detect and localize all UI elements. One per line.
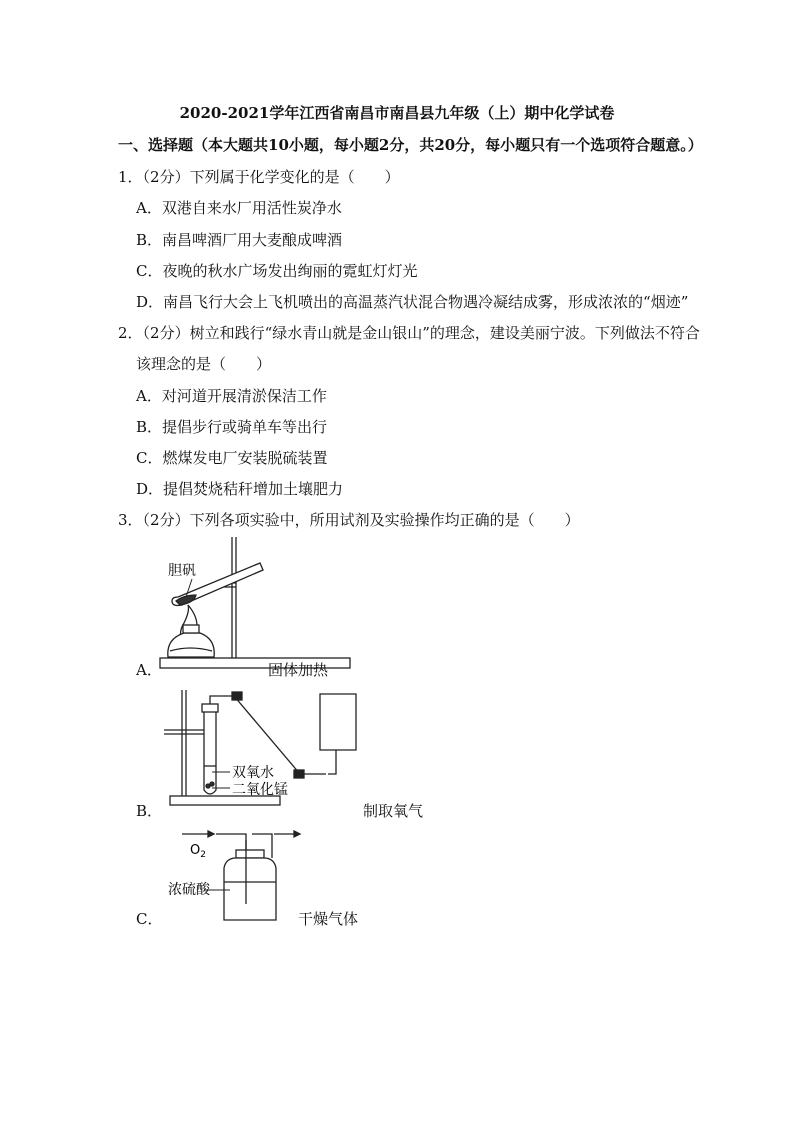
question-2-option-a: A．对河道开展清淤保洁工作 xyxy=(136,387,327,405)
figure-c-letter: C． xyxy=(136,910,163,928)
figure-b-label-1: 双氧水 xyxy=(232,765,274,781)
section-heading: 一、选择题（本大题共10小题，每小题2分，共20分，每小题只有一个选项符合题意。） xyxy=(118,136,703,154)
figure-a-label: 胆矾 xyxy=(168,563,196,579)
question-2-option-b: B．提倡步行或骑单车等出行 xyxy=(136,418,328,436)
figure-c-caption: 干燥气体 xyxy=(298,910,359,928)
question-1-option-c: C．夜晚的秋水广场发出绚丽的霓虹灯灯光 xyxy=(136,262,418,280)
figure-c-gas: $O_2$ xyxy=(190,843,206,860)
figure-a-letter: A． xyxy=(136,661,162,679)
question-1-option-a: A．双港自来水厂用活性炭净水 xyxy=(136,199,342,217)
question-1-stem: 1．（2分）下列属于化学变化的是（ ） xyxy=(118,168,400,186)
figure-b-label-2: 二氧化锰 xyxy=(232,782,288,798)
question-2-option-d: D．提倡焚烧秸秆增加土壤肥力 xyxy=(136,480,344,498)
figure-b-letter: B． xyxy=(136,802,163,820)
figure-a-caption: 固体加热 xyxy=(268,661,329,679)
question-1-option-b: B．南昌啤酒厂用大麦酿成啤酒 xyxy=(136,231,343,249)
question-3-stem: 3．（2分）下列各项实验中，所用试剂及实验操作均正确的是（ ） xyxy=(118,511,580,529)
figure-b-caption: 制取氧气 xyxy=(363,802,424,820)
question-2-stem-line1: 2．（2分）树立和践行“绿水青山就是金山银山”的理念，建设美丽宁波。下列做法不符合 xyxy=(118,324,700,342)
question-2-stem-line2: 该理念的是（ ） xyxy=(136,355,272,373)
figure-c-gas-drying xyxy=(160,822,400,932)
figure-b-oxygen-preparation xyxy=(160,686,400,816)
page-title: 2020-2021学年江西省南昌市南昌县九年级（上）期中化学试卷 xyxy=(179,104,615,122)
question-1-option-d: D．南昌飞行大会上飞机喷出的高温蒸汽状混合物遇冷凝结成雾，形成浓浓的“烟迹” xyxy=(136,293,689,311)
question-2-option-c: C．燃煤发电厂安装脱硫装置 xyxy=(136,449,328,467)
figure-c-label: 浓硫酸 xyxy=(168,882,210,898)
